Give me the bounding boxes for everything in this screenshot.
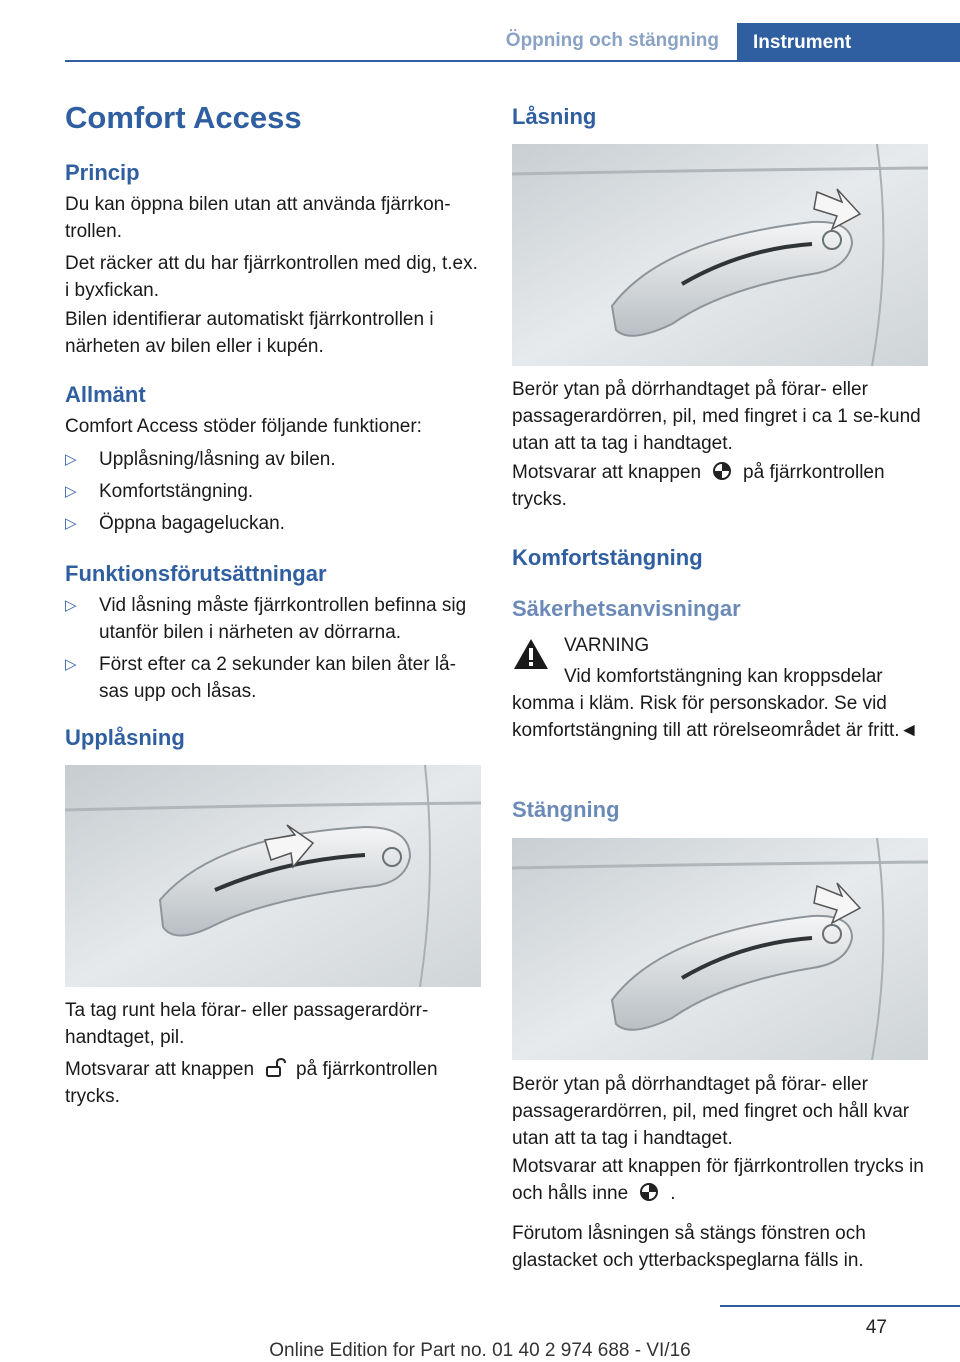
paragraph-stangning-3: Förutom låsningen så stängs fönstren och glastacket och ytterbackspeglarna fälls in. <box>512 1223 866 1271</box>
list-item: ▷ Först efter ca 2 sekunder kan bilen åter lå-sas upp och låsas. <box>65 651 481 705</box>
header-rule <box>65 60 960 62</box>
warning-text: Vid komfortstängning kan kroppsdelar komma i kläm. Risk för personskador. Se vid komfortstängning till att rörelseområdet är fritt.◄ <box>512 666 919 741</box>
bullet-triangle-icon: ▷ <box>65 597 77 614</box>
page-title: Comfort Access <box>65 100 302 135</box>
paragraph-princip-3: Bilen identifierar automatiskt fjärrkontrollen i närheten av bilen eller i kupén. <box>65 309 434 357</box>
list-item: ▷ Komfortstängning. <box>65 478 481 505</box>
bmw-lock-icon <box>707 461 737 481</box>
list-item: ▷ Öppna bagageluckan. <box>65 510 481 537</box>
paragraph-upplasning-2: Motsvarar att knappen på fjärrkontrollen trycks. <box>65 1059 438 1107</box>
heading-sakerhetsanvisningar: Säkerhetsanvisningar <box>512 596 741 621</box>
door-handle-photo-unlock <box>65 765 481 987</box>
heading-princip: Princip <box>65 160 140 185</box>
header-section-title: Öppning och stängning <box>505 30 719 51</box>
bmw-lock-icon <box>634 1182 664 1202</box>
paragraph-upplasning-1: Ta tag runt hela förar- eller passagerardörr-handtaget, pil. <box>65 1000 429 1048</box>
unlock-icon <box>260 1058 290 1078</box>
heading-allmant: Allmänt <box>65 382 146 407</box>
list-item: ▷ Vid låsning måste fjärrkontrollen befinna sig utanför bilen i närheten av dörrarna. <box>65 592 481 646</box>
list-item: ▷ Upplåsning/låsning av bilen. <box>65 446 481 473</box>
paragraph-stangning-2: Motsvarar att knappen för fjärrkontrollen trycks in och hålls inne . <box>512 1156 924 1204</box>
paragraph-princip-1: Du kan öppna bilen utan att använda fjärrkon-trollen. <box>65 194 451 242</box>
footer-edition: Online Edition for Part no. 01 40 2 974 688 - VI/16 <box>269 1340 691 1361</box>
bullet-triangle-icon: ▷ <box>65 515 77 532</box>
heading-komfortstangning: Komfortstängning <box>512 545 703 570</box>
paragraph-lasning-1: Berör ytan på dörrhandtaget på förar- eller passagerardörren, pil, med fingret i ca 1 se-kund utan att ta tag i handtaget. <box>512 379 921 454</box>
door-handle-photo-close <box>512 838 928 1060</box>
paragraph-lasning-2: Motsvarar att knappen på fjärrkontrollen trycks. <box>512 462 885 510</box>
warning-title: VARNING <box>564 635 650 656</box>
heading-stangning: Stängning <box>512 797 620 822</box>
paragraph-allmant-intro: Comfort Access stöder följande funktioner: <box>65 416 422 437</box>
header-tab-instrument[interactable]: Instrument <box>737 23 960 62</box>
page-number: 47 <box>865 1317 887 1338</box>
bullet-triangle-icon: ▷ <box>65 451 77 468</box>
heading-lasning: Låsning <box>512 104 597 129</box>
door-handle-photo-lock <box>512 144 928 366</box>
bullet-triangle-icon: ▷ <box>65 483 77 500</box>
footer-rule <box>720 1305 960 1307</box>
heading-funktionsforutsattningar: Funktionsförutsättningar <box>65 561 327 586</box>
bullet-triangle-icon: ▷ <box>65 656 77 673</box>
paragraph-stangning-1: Berör ytan på dörrhandtaget på förar- eller passagerardörren, pil, med fingret och håll kvar utan att ta tag i handtaget. <box>512 1074 910 1149</box>
heading-upplasning: Upplåsning <box>65 725 185 750</box>
paragraph-princip-2: Det räcker att du har fjärrkontrollen med dig, t.ex. i byxfickan. <box>65 253 478 301</box>
